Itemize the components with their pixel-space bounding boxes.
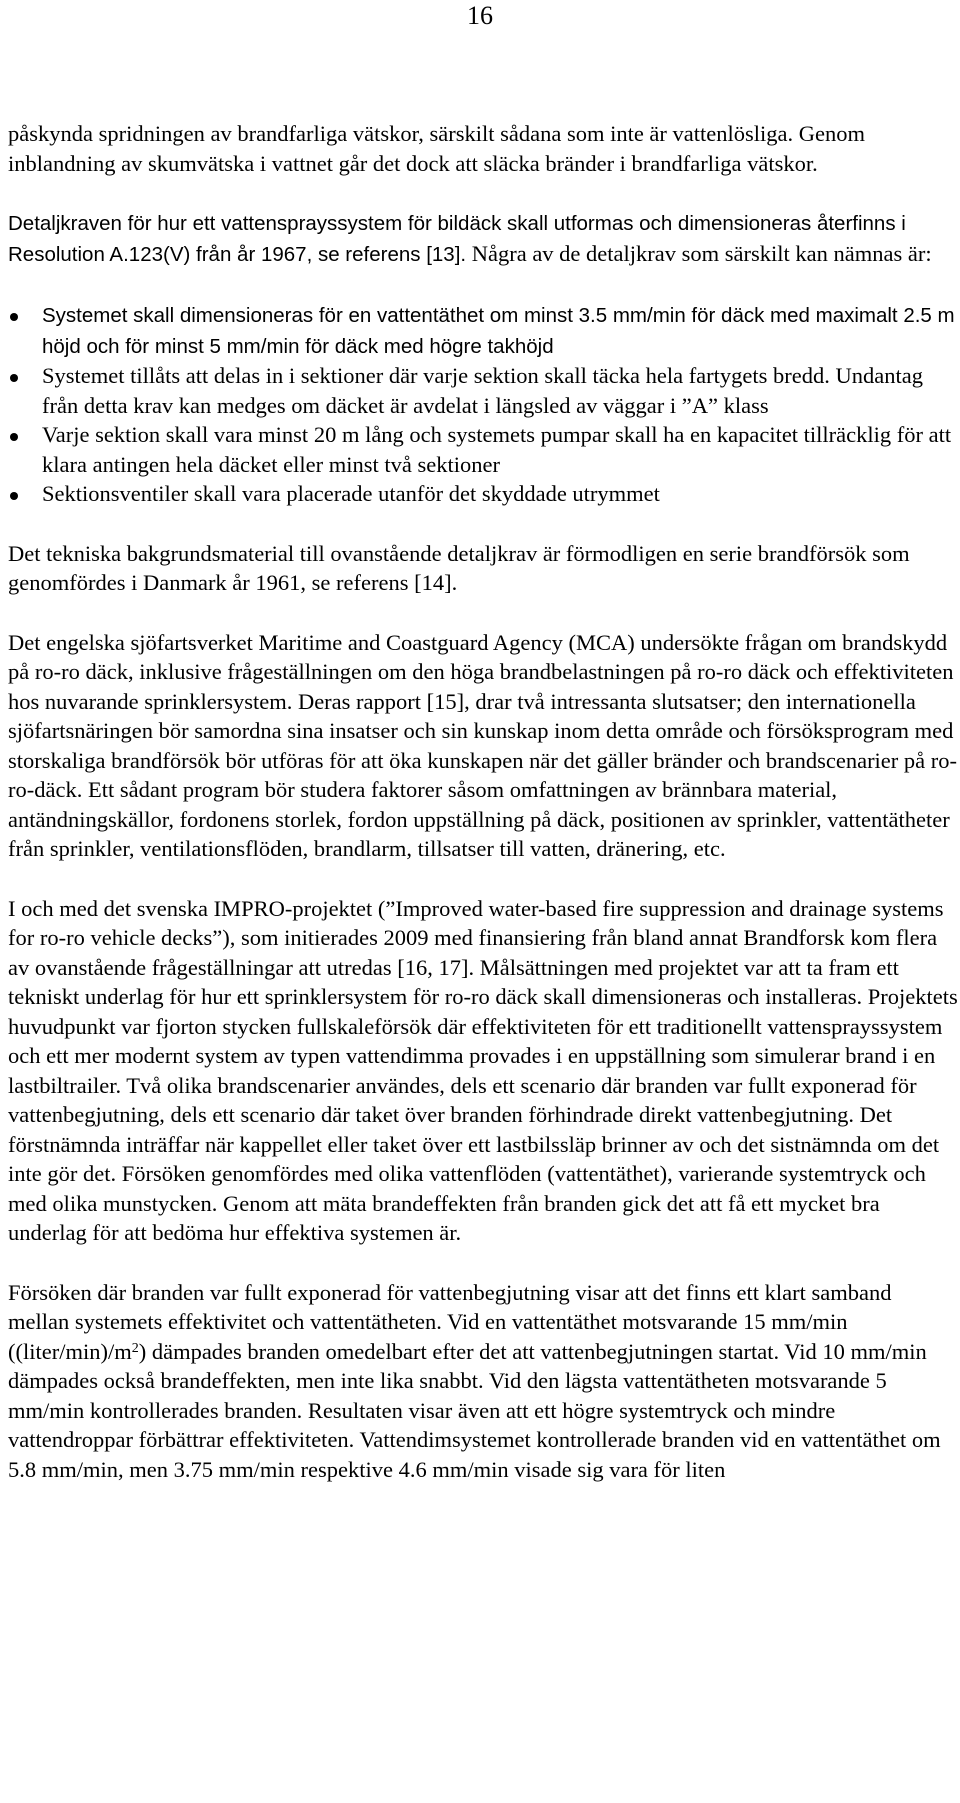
paragraph-2-tail: Några av de detaljkrav som särskilt kan nämnas är: xyxy=(466,240,932,266)
list-item-text: Sektionsventiler skall vara placerade utanför det skyddade utrymmet xyxy=(42,481,660,506)
document-body xyxy=(8,119,958,1484)
bullet-icon xyxy=(10,433,18,441)
paragraph-4: Det engelska sjöfartsverket Maritime and Coastguard Agency (MCA) undersökte frågan om brandskydd på ro-ro däck, inklusive frågeställningen om den höga brandbelastningen på ro-ro däck och effektiviteten hos nuvarande sprinklersystem. Deras rapport [15], drar två intressanta slutsatser; den internationella sjöfartsnäringen bör samordna sina insatser och sin kunskap inom detta område och försöksprogram med storskaliga brandförsök bör utföras för att öka kunskapen när det gäller bränder och brandscenarier på ro-ro-däck. Ett sådant program bör studera faktorer såsom omfattningen av brännbara material, antändningskällor, fordonens storlek, fordon uppställning på däck, positionen av sprinkler, vattentätheter från sprinkler, ventilationsflöden, brandlarm, tillsatser till vatten, dränering, etc. xyxy=(8,629,958,861)
paragraph-6-end: ) dämpades branden omedelbart efter det att vattenbegjutningen startat. Vid 10 mm/min dämpades också brandeffekten, men inte lika snabbt. Vid den lägsta vattentätheten motsvarande 5 mm/min kontrollerades branden. Resultaten visar även att ett högre systemtryck och mindre vattendroppar förbättrar effektiviteten. Vattendimsystemet kontrollerade branden vid en vattentäthet om 5.8 mm/min, men 3.75 mm/min respektive 4.6 mm/min visade sig vara för liten xyxy=(8,1338,941,1482)
list-item xyxy=(8,479,958,509)
list-item xyxy=(8,361,958,420)
list-item xyxy=(8,420,958,479)
superscript: 2 xyxy=(131,1340,139,1356)
bullet-icon xyxy=(10,313,18,321)
paragraph-2 xyxy=(8,208,958,269)
list-item-text: Varje sektion skall vara minst 20 m lång och systemets pumpar skall ha en kapacitet tillräcklig för att klara antingen hela däcket eller minst två sektioner xyxy=(42,422,952,477)
paragraph-6 xyxy=(8,1278,958,1485)
paragraph-1: påskynda spridningen av brandfarliga vätskor, särskilt sådana som inte är vattenlösliga. Genom inblandning av skumvätska i vattnet går det dock att släcka bränder i brandfarliga vätskor. xyxy=(8,121,865,176)
bullet-icon xyxy=(10,492,18,500)
paragraph-3: Det tekniska bakgrundsmaterial till ovanstående detaljkrav är förmodligen en serie brandförsök som genomfördes i Danmark år 1961, se referens [14]. xyxy=(8,540,910,595)
list-item-text: Systemet skall dimensioneras för en vattentäthet om minst 3.5 mm/min för däck med maximalt 2.5 m höjd och för minst 5 mm/min för däck med högre takhöjd xyxy=(42,304,955,358)
paragraph-6-start: Försöken där branden var fullt exponerad för vattenbegjutning visar att det finns ett klart samband mellan systemets effektivitet och vattentätheten. Vid en vattentäthet motsvarande 15 mm/min ((liter/min)/m xyxy=(8,1279,892,1364)
page-number: 16 xyxy=(467,1,493,30)
paragraph-5: I och med det svenska IMPRO-projektet (”Improved water-based fire suppression and drainage systems for ro-ro vehicle decks”), som initierades 2009 med finansiering från bland annat Brandforsk kom flera av ovanstående frågeställningar att utredas [16, 17]. Målsättningen med projektet var att ta fram ett tekniskt underlag för hur ett sprinklersystem för ro-ro däck skall dimensioneras och installeras. Projektets huvudpunkt var fjorton stycken fullskaleförsök där effektiviteten för ett traditionellt vattensprayssystem och ett mer modernt system av typen vattendimma provades i en uppställning som simulerar brand i en lastbiltrailer. Två olika brandscenarier användes, dels ett scenario där branden var fullt exponerad för vattenbegjutning, dels ett scenario där taket över branden förhindrade direkt vattenbegjutning. Det förstnämnda inträffar när kappellet eller taket över ett lastbilssläp brinner av och det sistnämnda om det inte gör det. Försöken genomfördes med olika vattenflöden (vattentäthet), varierande systemtryck och med olika munstycken. Genom att mäta brandeffekten från branden gick det att få ett mycket bra underlag för att bedöma hur effektiva systemen är. xyxy=(8,895,958,1245)
list-item xyxy=(8,300,958,361)
requirements-list xyxy=(8,300,958,509)
paragraph-2-intro: Detaljkraven för hur ett vattensprayssystem för bildäck skall utformas och dimensioneras återfinns i Resolution A.123(V) från år 1967, se referens [13]. xyxy=(8,212,906,266)
list-item-text: Systemet tillåts att delas in i sektioner där varje sektion skall täcka hela fartygets bredd. Undantag från detta krav kan medges om däcket är avdelat i längsled av väggar i ”A” klass xyxy=(42,363,923,418)
bullet-icon xyxy=(10,374,18,382)
